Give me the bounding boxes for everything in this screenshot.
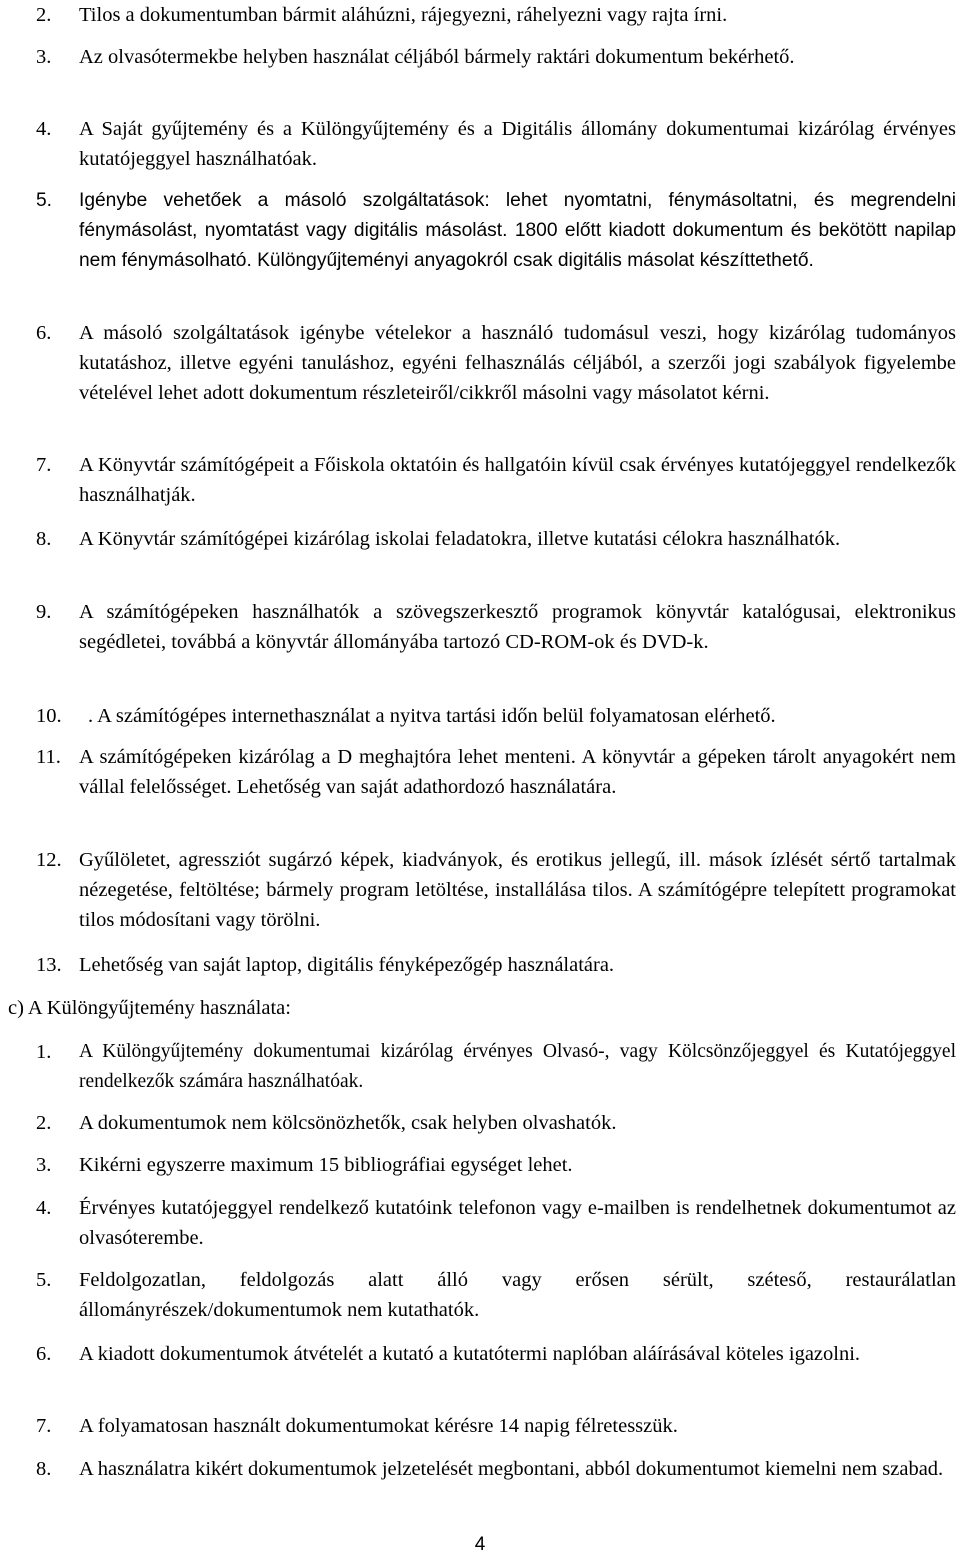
item-text: Kikérni egyszerre maximum 15 bibliográfiai egységet lehet. [79,1154,573,1176]
list-item [36,186,956,276]
item-number: 8. [36,1458,52,1480]
item-number: 7. [36,454,52,476]
item-text: A dokumentumok nem kölcsönözhetők, csak helyben olvashatók. [79,1112,617,1134]
list-item [36,742,956,802]
list-item [36,845,956,935]
list-item [36,1265,956,1325]
item-text: A Különgyűjtemény dokumentumai kizárólag érvényes Olvasó-, vagy Kölcsönzőjeggyel és Kutatójeggyel rendelkezők számára használhatóak. [79,1041,956,1092]
item-number: 1. [36,1041,52,1063]
item-text: A folyamatosan használt dokumentumokat kérésre 14 napig félretesszük. [79,1415,678,1437]
list-item [36,701,956,731]
list-item [36,1108,956,1138]
item-text: A számítógépeken kizárólag a D meghajtóra lehet menteni. A könyvtár a gépeken tárolt anyagokért nem vállal felelősséget. Lehetőség van saját adathordozó használatára. [79,746,956,798]
section-heading: c) A Különgyűjtemény használata: [8,997,291,1019]
list-item [36,450,956,510]
item-text: A használatra kikért dokumentumok jelzetelését megbontani, abból dokumentumot kiemelni nem szabad. [79,1458,944,1480]
item-text: A Saját gyűjtemény és a Különgyűjtemény és a Digitális állomány dokumentumai kizárólag érvényes kutatójeggyel használhatóak. [79,118,956,170]
item-number: 5. [36,1269,52,1291]
list-item [36,597,956,657]
item-number: 7. [36,1415,52,1437]
item-number: 8. [36,528,52,550]
item-number: 2. [36,4,52,26]
item-number: 11. [36,746,61,768]
list-item [36,1150,956,1180]
item-text: A másoló szolgáltatások igénybe vételekor a használó tudomásul veszi, hogy kizárólag tudományos kutatáshoz, illetve egyéni tanuláshoz, egyéni felhasználás céljából, a szerzői jogi szabályok figyelembe vételével lehet adott dokumentum részleteiről/cikkről másolni vagy másolatot kérni. [79,322,956,404]
list-item [36,1037,956,1097]
item-number: 10. [36,705,62,727]
item-number: 3. [36,46,52,68]
item-number: 2. [36,1112,52,1134]
item-text: Feldolgozatlan, feldolgozás alatt álló vagy erősen sérült, széteső, restaurálatlan állományrészek/dokumentumok nem kutathatók. [79,1269,956,1321]
item-number: 12. [36,849,62,871]
item-text: Tilos a dokumentumban bármit aláhúzni, rájegyezni, ráhelyezni vagy rajta írni. [79,4,728,26]
item-number: 9. [36,601,52,623]
list-item [36,1193,956,1253]
item-number: 3. [36,1154,52,1176]
list-item [36,318,956,408]
item-text: Az olvasótermekbe helyben használat céljából bármely raktári dokumentum bekérhető. [79,46,795,68]
list-item [36,114,956,174]
list-item [36,1411,956,1441]
item-number: 6. [36,1343,52,1365]
item-number: 13. [36,954,62,976]
item-text: Érvényes kutatójeggyel rendelkező kutatóink telefonon vagy e-mailben is rendelhetnek dokumentumot az olvasóterembe. [79,1197,956,1249]
list-item [36,42,956,72]
list-item [36,1454,956,1484]
item-text: Lehetőség van saját laptop, digitális fényképezőgép használatára. [79,954,615,976]
item-text: Igénybe vehetőek a másoló szolgáltatások: lehet nyomtatni, fénymásoltatni, és megrendelni fénymásolást, nyomtatást vagy digitális másolást. 1800 előtt kiadott dokumentum és bekötött napilap nem fénymásolható. Különgyűjteményi anyagokról csak digitális másolat készíttethető. [79,190,956,271]
item-number: 6. [36,322,52,344]
item-number: 4. [36,1197,52,1219]
list-item [36,524,956,554]
list-item [36,0,956,30]
item-text: Gyűlöletet, agressziót sugárzó képek, kiadványok, és erotikus jellegű, ill. mások ízlését sértő tartalmak nézegetése, feltöltése; bármely program letöltése, installálása tilos. A számítógépre telepített programokat tilos módosítani vagy törölni. [79,849,956,931]
list-item [36,1339,956,1369]
item-text: A Könyvtár számítógépei kizárólag iskolai feladatokra, illetve kutatási célokra használhatók. [79,528,841,550]
item-number: 5. [36,190,53,211]
list-item [36,950,956,980]
item-text: . A számítógépes internethasználat a nyitva tartási időn belül folyamatosan elérhető. [88,705,776,727]
item-number: 4. [36,118,52,140]
item-text: A Könyvtár számítógépeit a Főiskola oktatóin és hallgatóin kívül csak érvényes kutatójeggyel rendelkezők használhatják. [79,454,956,506]
page-number: 4 [474,1534,486,1555]
item-text: A számítógépeken használhatók a szövegszerkesztő programok könyvtár katalógusai, elektronikus segédletei, továbbá a könyvtár állományába tartozó CD-ROM-ok és DVD-k. [79,601,956,653]
item-text: A kiadott dokumentumok átvételét a kutató a kutatótermi naplóban aláírásával köteles igazolni. [79,1343,861,1365]
